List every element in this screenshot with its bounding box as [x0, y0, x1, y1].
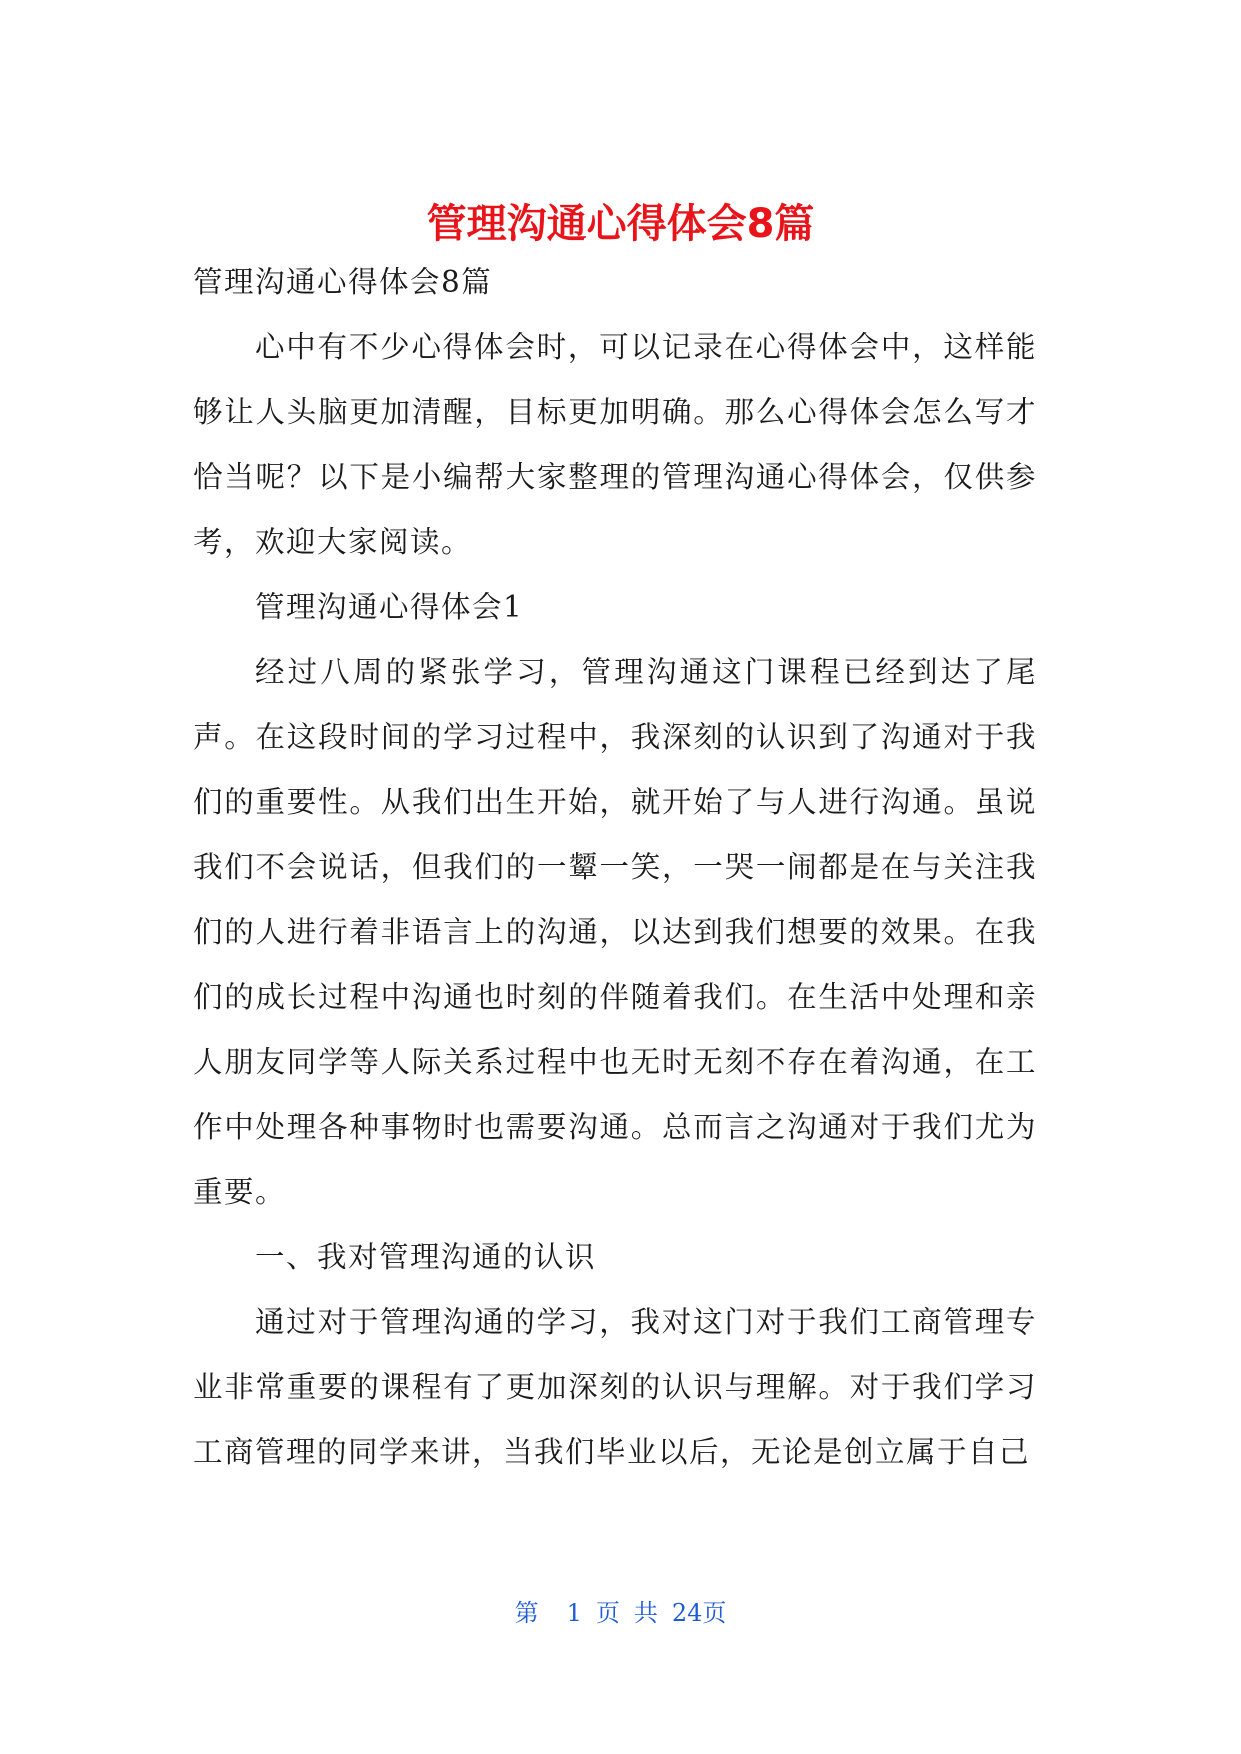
heading-line: 管理沟通心得体会8篇	[193, 265, 493, 299]
section-title: 管理沟通心得体会1	[255, 590, 524, 624]
footer-total-pages: 24页	[671, 1599, 727, 1627]
subheading: 一、我对管理沟通的认识	[255, 1240, 597, 1274]
page-footer	[0, 1596, 1241, 1630]
intro-paragraph: 心中有不少心得体会时，可以记录在心得体会中，这样能够让人头脑更加清醒，目标更加明确。那么心得体会怎么写才恰当呢？以下是小编帮大家整理的管理沟通心得体会，仅供参考，欢迎大家阅读。	[193, 330, 1037, 559]
footer-current-page: 1	[566, 1599, 582, 1627]
document-body	[193, 250, 1037, 1485]
section-paragraph-2: 通过对于管理沟通的学习，我对这门对于我们工商管理专业非常重要的课程有了更加深刻的认识与理解。对于我们学习工商管理的同学来讲，当我们毕业以后，无论是创立属于自己	[193, 1305, 1037, 1469]
footer-label-di: 第	[514, 1599, 539, 1627]
section-paragraph: 经过八周的紧张学习，管理沟通这门课程已经到达了尾声。在这段时间的学习过程中，我深刻的认识到了沟通对于我们的重要性。从我们出生开始，就开始了与人进行沟通。虽说我们不会说话，但我们的一颦一笑，一哭一闹都是在与关注我们的人进行着非语言上的沟通，以达到我们想要的效果。在我们的成长过程中沟通也时刻的伴随着我们。在生活中处理和亲人朋友同学等人际关系过程中也无时无刻不存在着沟通，在工作中处理各种事物时也需要沟通。总而言之沟通对于我们尤为重要。	[193, 655, 1037, 1209]
footer-label-ye: 页	[595, 1599, 620, 1627]
document-title: 管理沟通心得体会8篇	[426, 201, 815, 247]
footer-label-gong: 共	[633, 1599, 658, 1627]
